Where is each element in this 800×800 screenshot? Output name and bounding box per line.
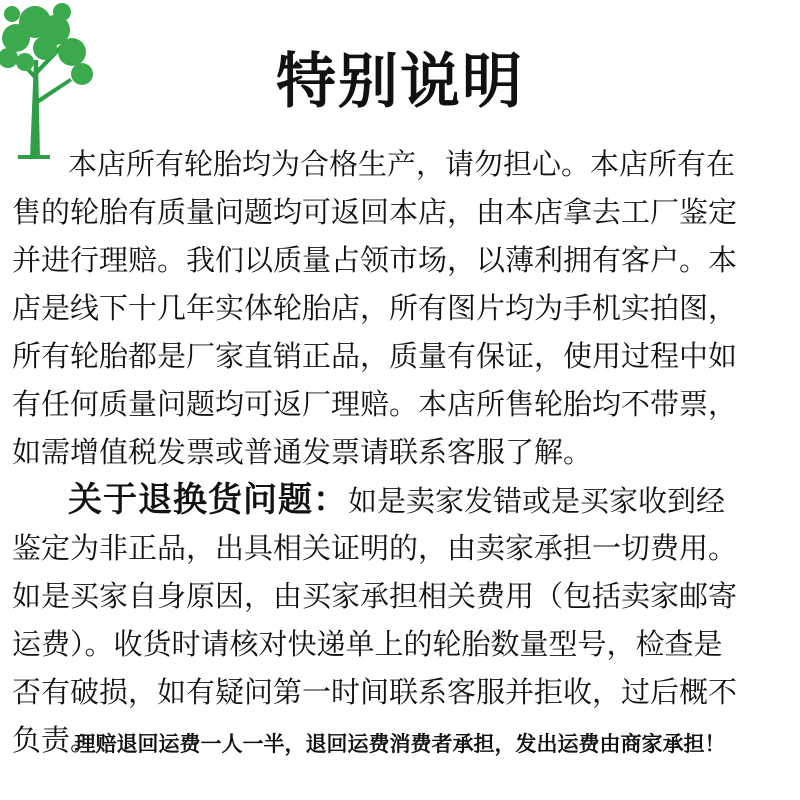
- notice-body: [12, 140, 792, 764]
- footer-note: 理赔退回运费一人一半，退回运费消费者承担，发出运费由商家承担！: [74, 732, 726, 756]
- returns-first-line: [12, 476, 792, 524]
- paragraph-line: 本店所有轮胎均为合格生产，请勿担心。本店所有在: [68, 147, 736, 181]
- returns-line: 负责。: [12, 723, 100, 757]
- returns-line: 否有破损，如有疑问第一时间联系客服并拒收，过后概不: [12, 675, 738, 709]
- returns-line-text: 如是卖家发错或是买家收到经: [348, 484, 726, 518]
- returns-heading: 关于退换货问题：: [68, 480, 348, 520]
- returns-line: 鉴定为非正品，出具相关证明的，由卖家承担一切费用。: [12, 531, 738, 565]
- returns-line: 如是买家自身原因，由买家承担相关费用（包括卖家邮寄: [12, 579, 738, 613]
- paragraph-line: 店是线下十几年实体轮胎店，所有图片均为手机实拍图，: [12, 291, 738, 325]
- page-title: 特别说明: [276, 47, 524, 117]
- paragraph-line: 如需增值税发票或普通发票请联系客服了解。: [12, 435, 593, 469]
- returns-line: 运费）。收货时请核对快递单上的轮胎数量型号，检查是: [12, 627, 723, 661]
- paragraph-line: 售的轮胎有质量问题均可返回本店，由本店拿去工厂鉴定: [12, 195, 738, 229]
- paragraph-line: 所有轮胎都是厂家直销正品，质量有保证，使用过程中如: [12, 339, 738, 373]
- paragraph-line: 并进行理赔。我们以质量占领市场，以薄利拥有客户。本: [12, 243, 738, 277]
- paragraph-line: 有任何质量问题均可返厂理赔。本店所售轮胎均不带票，: [12, 387, 738, 421]
